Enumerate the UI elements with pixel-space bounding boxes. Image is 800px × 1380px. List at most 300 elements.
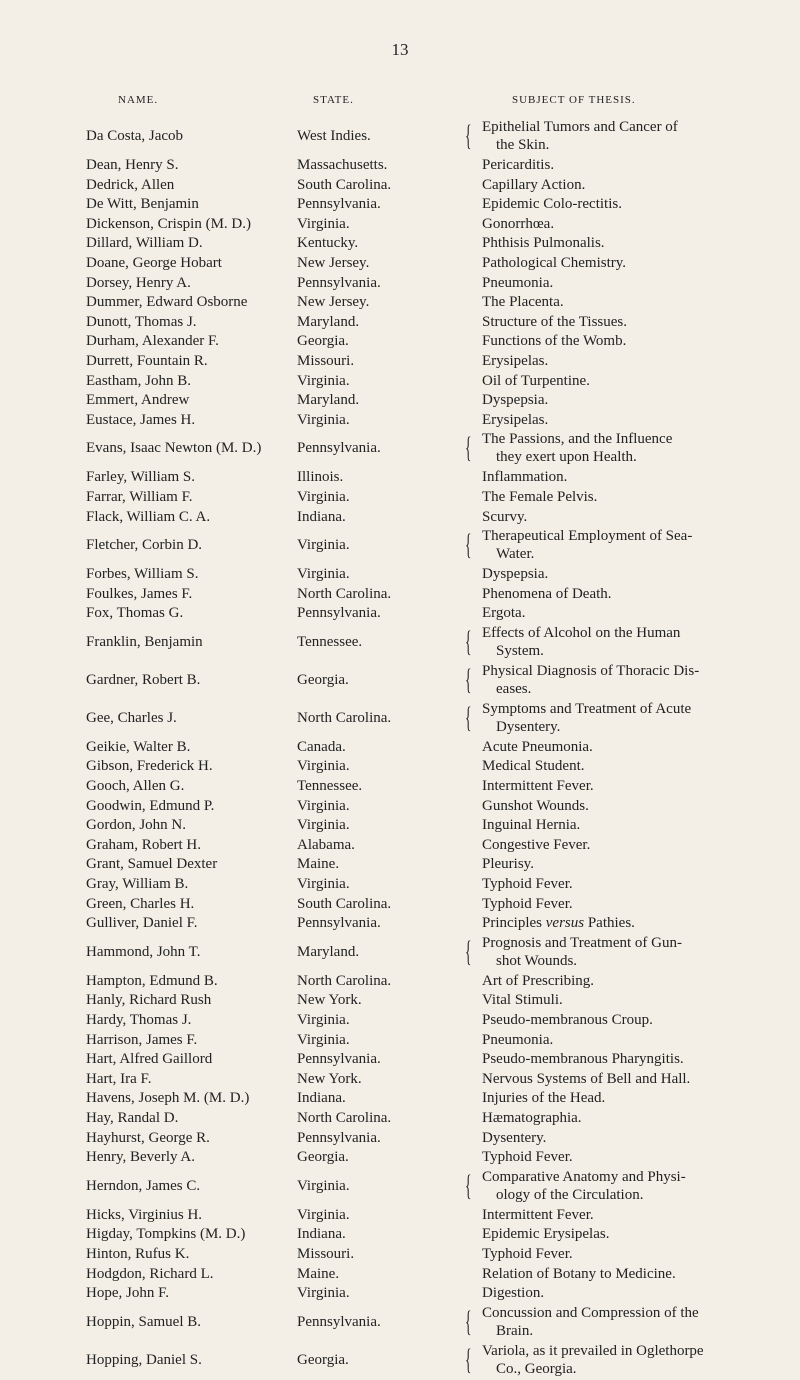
thesis-subject (482, 293, 782, 311)
student-state: Maine. (297, 856, 340, 873)
thesis-subject-line: Epidemic Colo-rectitis. (482, 196, 622, 213)
thesis-subject (482, 391, 782, 409)
student-name: Higday, Tompkins (M. D.) (86, 1226, 246, 1243)
table-row (0, 1011, 800, 1031)
student-name: Dean, Henry S. (86, 157, 179, 173)
table-row (0, 352, 800, 372)
table-row (0, 895, 800, 915)
student-name: Gardner, Robert B. (86, 671, 201, 688)
page-number: 13 (391, 40, 409, 59)
student-state: Virginia. (297, 537, 350, 554)
thesis-subject (482, 1284, 782, 1302)
student-state: Pennsylvania. (297, 605, 381, 622)
student-name: Farley, William S. (86, 469, 195, 486)
table-row (0, 1168, 800, 1206)
student-state: Kentucky. (297, 235, 359, 252)
student-name: Gulliver, Daniel F. (86, 915, 198, 932)
thesis-subject (482, 1070, 782, 1088)
thesis-subject (482, 624, 782, 660)
table-row (0, 836, 800, 856)
thesis-subject-line: Intermittent Fever. (482, 1206, 594, 1223)
table-row (0, 738, 800, 758)
table-row (0, 1089, 800, 1109)
student-state: Virginia. (297, 817, 350, 834)
table-row (0, 274, 800, 294)
thesis-subject-line: Physical Diagnosis of Thoracic Dis- (482, 662, 700, 679)
student-name: Herndon, James C. (86, 1177, 201, 1194)
thesis-subject-line: Pathological Chemistry. (482, 254, 627, 271)
student-name: Fox, Thomas G. (86, 605, 184, 622)
thesis-subject-line: Structure of the Tissues. (482, 313, 628, 330)
student-state: Virginia. (297, 488, 350, 505)
table-row (0, 468, 800, 488)
thesis-subject-line: Vital Stimuli. (482, 992, 563, 1009)
student-state: Alabama. (297, 836, 355, 853)
thesis-subject (482, 991, 782, 1009)
thesis-subject-line: Dysentery. (482, 1129, 547, 1146)
thesis-subject-line: Prognosis and Treatment of Gun- (482, 934, 682, 951)
thesis-subject-line: ology of the Circulation. (496, 1186, 644, 1203)
thesis-subject-line: the Skin. (496, 137, 550, 153)
student-state: Maryland. (297, 392, 360, 409)
thesis-subject-line: Comparative Anatomy and Physi- (482, 1168, 686, 1185)
thesis-subject-line: Phthisis Pulmonalis. (482, 235, 605, 252)
thesis-subject-line: Pericarditis. (482, 157, 555, 173)
table-row (0, 118, 800, 156)
thesis-subject (482, 1129, 782, 1147)
table-row (0, 215, 800, 235)
student-state: Indiana. (297, 1090, 346, 1107)
thesis-subject-line: Inflammation. (482, 469, 568, 486)
table-row (0, 797, 800, 817)
student-state: Massachusetts. (297, 157, 388, 173)
table-row (0, 934, 800, 972)
student-name: Franklin, Benjamin (86, 633, 203, 650)
student-state: Maryland. (297, 943, 360, 960)
brace-mark: { (465, 431, 472, 465)
student-name: Hopping, Daniel S. (86, 1351, 202, 1368)
table-row (0, 855, 800, 875)
thesis-subject-line: Functions of the Womb. (482, 333, 627, 350)
thesis-subject (482, 1089, 782, 1107)
thesis-subject (482, 527, 782, 563)
student-state: New York. (297, 992, 362, 1009)
thesis-subject-line: Concussion and Compression of the (482, 1304, 699, 1321)
thesis-subject (482, 565, 782, 583)
student-state: Pennsylvania. (297, 274, 381, 291)
table-row (0, 777, 800, 797)
thesis-subject (482, 1265, 782, 1283)
thesis-table (0, 118, 800, 1380)
thesis-subject-line: Gonorrhœa. (482, 215, 555, 232)
table-row (0, 565, 800, 585)
table-row (0, 1304, 800, 1342)
student-name: Doane, George Hobart (86, 254, 222, 271)
table-row (0, 1342, 800, 1380)
thesis-subject-line: Dysentery. (496, 718, 561, 735)
thesis-subject (482, 468, 782, 486)
student-name: Hayhurst, George R. (86, 1129, 210, 1146)
thesis-subject-line: Digestion. (482, 1285, 545, 1302)
student-state: Canada. (297, 738, 346, 755)
table-row (0, 1070, 800, 1090)
student-state: New Jersey. (297, 254, 370, 271)
student-state: South Carolina. (297, 176, 392, 193)
thesis-subject (482, 738, 782, 756)
thesis-subject-line: Typhoid Fever. (482, 876, 573, 893)
student-state: North Carolina. (297, 709, 392, 726)
thesis-subject-line: Nervous Systems of Bell and Hall. (482, 1070, 691, 1087)
thesis-subject (482, 215, 782, 233)
student-state: Georgia. (297, 1351, 349, 1368)
table-row (0, 624, 800, 662)
table-row (0, 1109, 800, 1129)
table-row (0, 991, 800, 1011)
student-state: Virginia. (297, 876, 350, 893)
thesis-subject-line: Medical Student. (482, 758, 585, 775)
student-state: Virginia. (297, 411, 350, 428)
thesis-subject-line: Injuries of the Head. (482, 1090, 606, 1107)
thesis-subject-line: Effects of Alcohol on the Human (482, 624, 681, 641)
student-state: Virginia. (297, 1031, 350, 1048)
thesis-subject (482, 118, 782, 154)
brace-mark: { (465, 1342, 472, 1376)
thesis-subject (482, 662, 782, 698)
table-row (0, 156, 800, 176)
thesis-subject-line: Scurvy. (482, 508, 528, 525)
thesis-subject-line: Hæmatographia. (482, 1109, 582, 1126)
student-name: Fletcher, Corbin D. (86, 537, 203, 554)
thesis-subject (482, 1109, 782, 1127)
column-header-state: STATE. (313, 94, 354, 106)
thesis-subject (482, 1342, 782, 1378)
table-row (0, 195, 800, 215)
student-state: Indiana. (297, 508, 346, 525)
thesis-subject-line: Pleurisy. (482, 856, 534, 873)
thesis-subject (482, 411, 782, 429)
brace-mark: { (465, 662, 472, 696)
student-state: Maine. (297, 1265, 340, 1282)
brace-mark: { (465, 700, 472, 734)
thesis-subject-line: Principles versus Pathies. (482, 915, 635, 932)
thesis-subject (482, 855, 782, 873)
student-name: Hart, Alfred Gaillord (86, 1051, 213, 1068)
student-name: Gooch, Allen G. (86, 778, 185, 795)
thesis-subject-line: The Female Pelvis. (482, 488, 598, 505)
thesis-subject-line: Relation of Botany to Medicine. (482, 1265, 676, 1282)
thesis-subject-line: Ergota. (482, 605, 526, 622)
student-state: South Carolina. (297, 895, 392, 912)
student-state: Georgia. (297, 333, 349, 350)
student-name: Dummer, Edward Osborne (86, 294, 248, 311)
student-name: Green, Charles H. (86, 895, 195, 912)
student-name: Evans, Isaac Newton (M. D.) (86, 440, 262, 457)
table-row (0, 816, 800, 836)
column-header-subject: SUBJECT OF THESIS. (512, 94, 636, 106)
student-name: Hinton, Rufus K. (86, 1245, 190, 1262)
table-row (0, 875, 800, 895)
brace-mark: { (465, 119, 472, 152)
thesis-subject-line: Dyspepsia. (482, 392, 549, 409)
student-state: Tennessee. (297, 778, 363, 795)
table-row (0, 411, 800, 431)
thesis-subject (482, 352, 782, 370)
student-name: Gee, Charles J. (86, 709, 177, 726)
student-state: Indiana. (297, 1226, 346, 1243)
student-name: Hanly, Richard Rush (86, 992, 212, 1009)
table-row (0, 293, 800, 313)
thesis-subject-line: Epidemic Erysipelas. (482, 1226, 610, 1243)
thesis-subject (482, 895, 782, 913)
thesis-subject (482, 332, 782, 350)
thesis-subject-line: Epithelial Tumors and Cancer of (482, 119, 678, 135)
student-state: Virginia. (297, 1285, 350, 1302)
thesis-subject-line: they exert upon Health. (496, 449, 637, 466)
student-state: New Jersey. (297, 294, 370, 311)
student-state: New York. (297, 1070, 362, 1087)
table-row (0, 176, 800, 196)
thesis-subject-line: Acute Pneumonia. (482, 738, 593, 755)
student-state: Virginia. (297, 372, 350, 389)
student-name: Forbes, William S. (86, 566, 199, 583)
student-name: Hope, John F. (86, 1285, 169, 1302)
thesis-subject-line: Erysipelas. (482, 352, 549, 369)
table-row (0, 1245, 800, 1265)
student-state: Virginia. (297, 758, 350, 775)
table-row (0, 1284, 800, 1304)
student-state: Pennsylvania. (297, 440, 381, 457)
table-row (0, 234, 800, 254)
student-name: Gibson, Frederick H. (86, 758, 213, 775)
table-row (0, 757, 800, 777)
student-name: Dillard, William D. (86, 235, 203, 252)
student-name: Hicks, Virginius H. (86, 1206, 203, 1223)
thesis-subject (482, 934, 782, 970)
table-row (0, 972, 800, 992)
student-name: Geikie, Walter B. (86, 738, 191, 755)
table-row (0, 332, 800, 352)
table-row (0, 254, 800, 274)
thesis-subject-line: Pneumonia. (482, 274, 554, 291)
student-state: Virginia. (297, 797, 350, 814)
table-row (0, 372, 800, 392)
thesis-subject-line: The Passions, and the Influence (482, 431, 673, 448)
table-row (0, 585, 800, 605)
student-name: Da Costa, Jacob (86, 128, 184, 144)
thesis-subject (482, 488, 782, 506)
student-state: Virginia. (297, 1012, 350, 1028)
table-row (0, 1050, 800, 1070)
thesis-subject-line: shot Wounds. (496, 952, 578, 969)
student-name: Harrison, James F. (86, 1031, 198, 1048)
student-state: Virginia. (297, 1177, 350, 1194)
thesis-subject-line: Typhoid Fever. (482, 895, 573, 912)
thesis-subject (482, 1206, 782, 1224)
thesis-subject (482, 372, 782, 390)
student-state: Maryland. (297, 313, 360, 330)
table-row (0, 508, 800, 528)
table-row (0, 488, 800, 508)
thesis-subject (482, 156, 782, 174)
thesis-subject (482, 757, 782, 775)
brace-mark: { (465, 528, 472, 562)
thesis-subject-line: System. (496, 642, 544, 659)
table-row (0, 527, 800, 565)
table-row (0, 1148, 800, 1168)
student-name: Dorsey, Henry A. (86, 274, 191, 291)
thesis-subject (482, 1050, 782, 1068)
table-row (0, 1206, 800, 1226)
thesis-subject (482, 836, 782, 854)
thesis-subject (482, 1011, 782, 1029)
student-name: Durham, Alexander F. (86, 333, 219, 350)
student-state: Virginia. (297, 566, 350, 583)
table-row (0, 1225, 800, 1245)
table-row (0, 430, 800, 468)
student-name: Dunott, Thomas J. (86, 313, 197, 330)
thesis-subject (482, 972, 782, 990)
student-name: Hay, Randal D. (86, 1109, 179, 1126)
student-name: De Witt, Benjamin (86, 196, 199, 213)
thesis-subject-line: Co., Georgia. (496, 1360, 577, 1377)
thesis-subject-line: Erysipelas. (482, 411, 549, 428)
thesis-subject-line: Symptoms and Treatment of Acute (482, 700, 692, 717)
thesis-subject (482, 914, 782, 932)
student-name: Flack, William C. A. (86, 508, 211, 525)
student-state: Pennsylvania. (297, 196, 381, 213)
thesis-subject (482, 430, 782, 466)
student-name: Gordon, John N. (86, 817, 186, 834)
student-state: Virginia. (297, 1206, 350, 1223)
thesis-subject (482, 604, 782, 622)
student-name: Emmert, Andrew (86, 392, 190, 409)
student-name: Dedrick, Allen (86, 176, 175, 193)
student-state: Missouri. (297, 352, 355, 369)
table-row (0, 1031, 800, 1051)
student-name: Hodgdon, Richard L. (86, 1265, 214, 1282)
student-state: Virginia. (297, 215, 350, 232)
thesis-subject (482, 508, 782, 526)
brace-mark: { (465, 1168, 472, 1202)
thesis-subject (482, 700, 782, 736)
thesis-subject-line: Capillary Action. (482, 176, 586, 193)
student-state: Illinois. (297, 469, 344, 486)
student-name: Hardy, Thomas J. (86, 1012, 192, 1028)
thesis-subject-line: The Placenta. (482, 294, 564, 311)
table-row (0, 391, 800, 411)
student-name: Hammond, John T. (86, 943, 201, 960)
student-name: Hoppin, Samuel B. (86, 1313, 201, 1330)
table-row (0, 313, 800, 333)
student-state: Pennsylvania. (297, 1129, 381, 1146)
table-row (0, 1129, 800, 1149)
thesis-subject (482, 1304, 782, 1340)
student-name: Havens, Joseph M. (M. D.) (86, 1090, 250, 1107)
thesis-subject-line: Water. (496, 546, 535, 563)
thesis-subject (482, 1148, 782, 1166)
thesis-subject-line: Intermittent Fever. (482, 778, 594, 795)
student-name: Eastham, John B. (86, 372, 191, 389)
table-row (0, 914, 800, 934)
brace-mark: { (465, 624, 472, 658)
student-state: Georgia. (297, 671, 349, 688)
thesis-subject-line: Pseudo-membranous Croup. (482, 1012, 653, 1028)
student-name: Henry, Beverly A. (86, 1149, 195, 1166)
thesis-subject (482, 816, 782, 834)
thesis-subject-line: Therapeutical Employment of Sea- (482, 528, 693, 545)
table-row (0, 1265, 800, 1285)
thesis-subject-line: Art of Prescribing. (482, 972, 595, 989)
thesis-subject-line: Brain. (496, 1322, 534, 1339)
thesis-subject (482, 176, 782, 194)
thesis-subject-line: Dyspepsia. (482, 566, 549, 583)
student-state: Pennsylvania. (297, 1051, 381, 1068)
thesis-subject-line: Typhoid Fever. (482, 1149, 573, 1166)
student-state: Pennsylvania. (297, 1313, 381, 1330)
thesis-subject-line: Variola, as it prevailed in Oglethorpe (482, 1342, 704, 1359)
student-name: Graham, Robert H. (86, 836, 201, 853)
student-name: Goodwin, Edmund P. (86, 797, 215, 814)
thesis-subject (482, 875, 782, 893)
thesis-subject-line: eases. (496, 680, 532, 697)
thesis-subject (482, 585, 782, 603)
thesis-subject-line: Congestive Fever. (482, 836, 591, 853)
brace-mark: { (465, 1304, 472, 1338)
student-name: Farrar, William F. (86, 488, 193, 505)
thesis-subject (482, 274, 782, 292)
table-row (0, 700, 800, 738)
student-state: North Carolina. (297, 585, 392, 602)
thesis-subject (482, 195, 782, 213)
student-name: Grant, Samuel Dexter (86, 856, 218, 873)
thesis-subject-line: Typhoid Fever. (482, 1245, 573, 1262)
student-name: Foulkes, James F. (86, 585, 193, 602)
student-name: Eustace, James H. (86, 411, 196, 428)
student-name: Hart, Ira F. (86, 1070, 152, 1087)
student-state: West Indies. (297, 128, 371, 144)
thesis-subject (482, 777, 782, 795)
student-name: Durrett, Fountain R. (86, 352, 208, 369)
student-name: Hampton, Edmund B. (86, 972, 218, 989)
thesis-subject (482, 254, 782, 272)
thesis-subject-line: Inguinal Hernia. (482, 817, 581, 834)
table-row (0, 604, 800, 624)
brace-mark: { (465, 934, 472, 968)
thesis-subject (482, 797, 782, 815)
student-name: Gray, William B. (86, 876, 189, 893)
thesis-subject (482, 313, 782, 331)
column-header-name: NAME. (118, 94, 159, 106)
thesis-subject (482, 234, 782, 252)
table-row (0, 662, 800, 700)
student-state: Georgia. (297, 1149, 349, 1166)
student-state: Missouri. (297, 1245, 355, 1262)
student-state: North Carolina. (297, 972, 392, 989)
student-state: Pennsylvania. (297, 915, 381, 932)
thesis-subject-line: Phenomena of Death. (482, 585, 612, 602)
thesis-subject-line: Gunshot Wounds. (482, 797, 589, 814)
thesis-subject-line: Pneumonia. (482, 1031, 554, 1048)
student-state: North Carolina. (297, 1109, 392, 1126)
thesis-subject (482, 1225, 782, 1243)
student-name: Dickenson, Crispin (M. D.) (86, 215, 251, 232)
thesis-subject-line: Pseudo-membranous Pharyngitis. (482, 1051, 684, 1068)
thesis-subject (482, 1245, 782, 1263)
thesis-subject (482, 1168, 782, 1204)
thesis-subject-line: Oil of Turpentine. (482, 372, 590, 389)
thesis-subject (482, 1031, 782, 1049)
student-state: Tennessee. (297, 633, 363, 650)
